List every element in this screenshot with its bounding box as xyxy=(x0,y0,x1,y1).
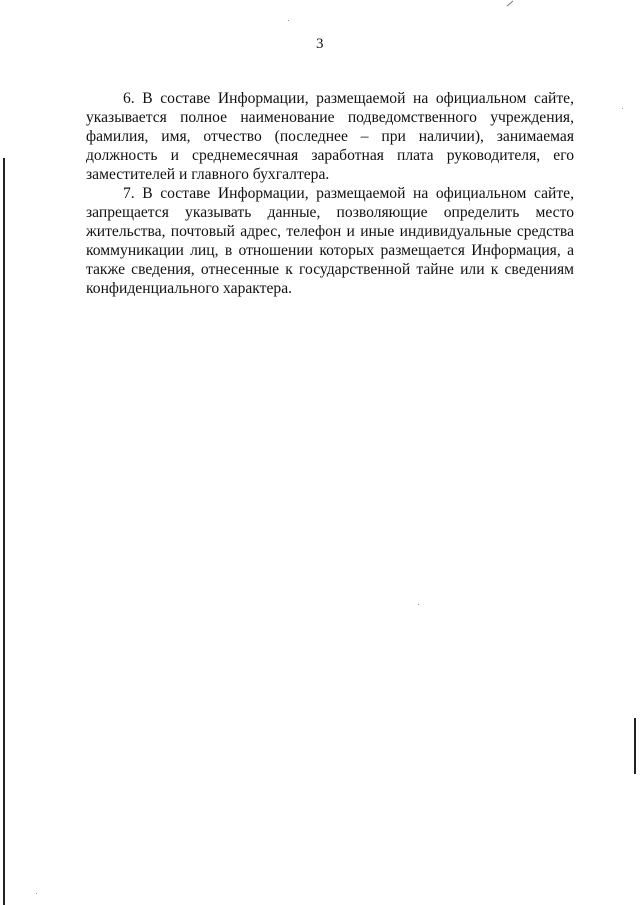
scan-speck xyxy=(418,604,419,605)
scan-speck xyxy=(36,893,37,894)
scan-edge-line-right xyxy=(634,718,636,774)
scan-edge-line-left xyxy=(3,158,5,905)
scan-speck xyxy=(622,108,623,109)
page-number: 3 xyxy=(316,36,324,52)
paragraph-7: 7. В составе Информации, размещаемой на официальном сайте, запрещается указывать данные, позволяющие определить место жительства, почтовый адрес, телефон и иные индивидуальные средства коммуникации лиц, в отношении которых размещается Информация, а также сведения, отнесенные к государственной тайне или к сведениям конфиденциального характера. xyxy=(86,185,574,297)
scan-speck xyxy=(288,20,289,21)
paragraph-6: 6. В составе Информации, размещаемой на официальном сайте, указывается полное наименование подведомственного учреждения, фамилия, имя, отчество (последнее – при наличии), занимаемая должность и среднемесячная заработная плата руководителя, его заместителей и главного бухгалтера. xyxy=(86,90,574,183)
scan-artifact-tick xyxy=(507,1,514,7)
document-body xyxy=(86,89,574,298)
